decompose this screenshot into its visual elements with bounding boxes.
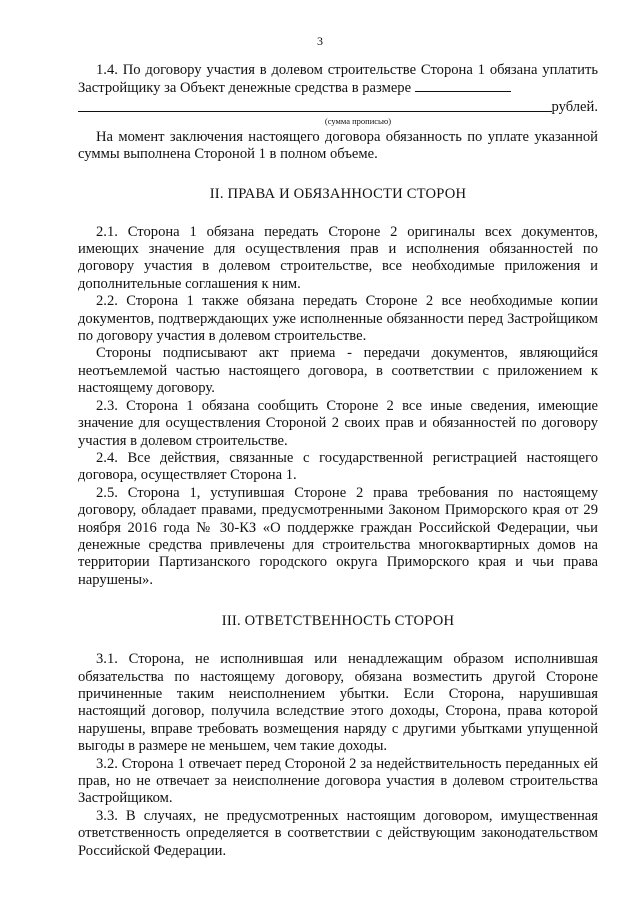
document-body	[78, 62, 598, 860]
clause-2-2: 2.2. Сторона 1 также обязана передать Стороне 2 все необходимые копии документов, подтверждающих уже исполненные обязанности перед Застройщиком по договору участия в долевом строительстве.	[78, 293, 598, 345]
clause-3-2: 3.2. Сторона 1 отвечает перед Стороной 2 за недействительность переданных ей прав, но не отвечает за неисполнение договора участия в долевом строительства Застройщиком.	[78, 755, 598, 807]
clause-3-3: 3.3. В случаях, не предусмотренных настоящим договором, имущественная ответственность определяется в соответствии с действующим законодательством Российской Федерации.	[78, 807, 598, 859]
amount-caption: (сумма прописью)	[324, 115, 392, 126]
amount-words-line	[78, 98, 598, 116]
clause-2-3: 2.3. Сторона 1 обязана сообщить Стороне 2 все иные сведения, имеющие значение для осуществления Стороной 2 своих прав и обязанностей по договору участия в долевом строительстве.	[78, 397, 598, 449]
amount-blank-field[interactable]	[415, 79, 511, 92]
page-number: 3	[317, 34, 323, 48]
section-2-title: II. ПРАВА И ОБЯЗАННОСТИ СТОРОН	[209, 185, 467, 202]
clause-1-4-text: 1.4. По договору участия в долевом строительстве Сторона 1 обязана уплатить Застройщику за Объект денежные средства в размере	[78, 62, 598, 97]
clause-3-1: 3.1. Сторона, не исполнившая или ненадлежащим образом исполнившая обязательства по настоящему договору, обязана возместить другой Стороне причиненные таким неисполнением убытки. Если Сторона, нарушившая настоящий договор, получила вследствие этого доходы, Сторона, права которой нарушены, вправе требовать возмещения наряду с другими убытками упущенной выгоды в размере не меньшем, чем такие доходы.	[78, 651, 598, 755]
act-paragraph: Стороны подписывают акт приема - передачи документов, являющийся неотъемлемой частью настоящего договора, в соответствии с приложением к настоящему договору.	[78, 345, 598, 397]
section-3-title: III. ОТВЕТСТВЕННОСТЬ СТОРОН	[221, 613, 455, 630]
clause-2-5: 2.5. Сторона 1, уступившая Стороне 2 права требования по настоящему договору, обладает правами, предусмотренными Законом Приморского края от 29 ноября 2016 года № 30-КЗ «О поддержке граждан Российской Федерации, чьи денежные средства привлечены для строительства многоквартирных домов на территории Партизанского городского округа Приморского края и чьи права нарушены».	[78, 484, 598, 588]
payment-note: На момент заключения настоящего договора обязанность по уплате указанной суммы выполнена Стороной 1 в полном объеме.	[78, 128, 598, 163]
clause-1-4	[78, 62, 598, 98]
amount-words-field[interactable]	[78, 111, 552, 112]
clause-2-4: 2.4. Все действия, связанные с государственной регистрацией настоящего договора, осуществляет Сторона 1.	[78, 449, 598, 484]
currency-label: рублей.	[551, 98, 598, 115]
clause-2-1: 2.1. Сторона 1 обязана передать Стороне 2 оригиналы всех документов, имеющих значение для осуществления прав и исполнения обязанностей по договору участия в долевом строительстве, все необходимые приложения и дополнительные соглашения к ним.	[78, 223, 598, 292]
